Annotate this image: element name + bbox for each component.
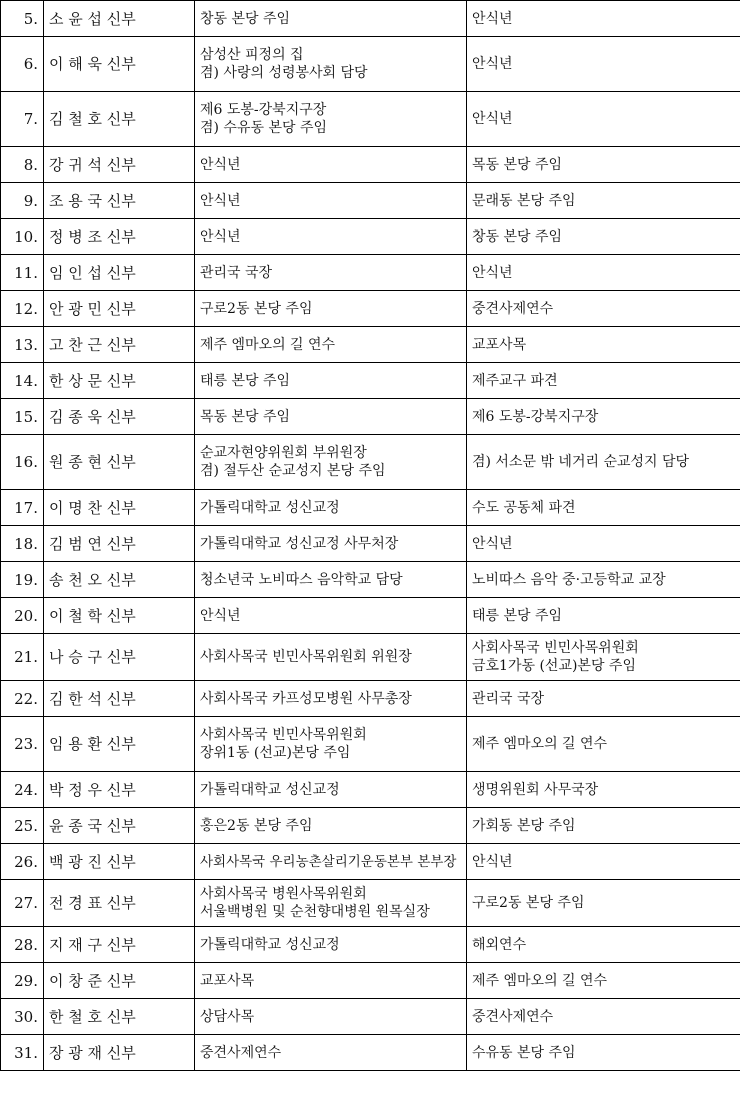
current-assignment <box>195 808 467 844</box>
current-assignment <box>195 772 467 808</box>
priest-name: 김 철 호 신부 <box>44 92 195 147</box>
new-assignment-line: 중견사제연수 <box>472 1008 554 1025</box>
new-assignment <box>467 844 740 880</box>
new-assignment <box>467 147 740 183</box>
current-assignment-line: 안식년 <box>200 192 241 209</box>
new-assignment-line: 목동 본당 주임 <box>472 156 563 173</box>
table-row <box>1 772 740 808</box>
table-row <box>1 183 740 219</box>
priest-name: 한 철 호 신부 <box>44 999 195 1035</box>
new-assignment <box>467 927 740 963</box>
new-assignment-line: 제6 도봉-강북지구장 <box>472 408 599 425</box>
priest-name: 나 승 구 신부 <box>44 634 195 681</box>
new-assignment <box>467 37 740 92</box>
current-assignment-line: 가톨릭대학교 성신교정 <box>200 781 340 798</box>
new-assignment-line: 생명위원회 사무국장 <box>472 781 599 798</box>
current-assignment <box>195 963 467 999</box>
priest-name: 박 정 우 신부 <box>44 772 195 808</box>
row-number: 26. <box>1 844 44 880</box>
current-assignment-line: 서울백병원 및 순천향대병원 원목실장 <box>200 904 430 920</box>
table-row <box>1 880 740 927</box>
current-assignment-line: 겸) 사랑의 성령봉사회 담당 <box>200 65 368 81</box>
current-assignment-line: 관리국 국장 <box>200 264 273 281</box>
current-assignment-line: 제주 엠마오의 길 연수 <box>200 336 336 353</box>
new-assignment-line: 해외연수 <box>472 936 527 953</box>
priest-name: 이 명 찬 신부 <box>44 490 195 526</box>
current-assignment <box>195 37 467 92</box>
current-assignment-line: 겸) 절두산 순교성지 본당 주임 <box>200 463 386 479</box>
current-assignment-line: 가톨릭대학교 성신교정 사무처장 <box>200 535 399 552</box>
priest-name: 장 광 재 신부 <box>44 1035 195 1071</box>
new-assignment-line: 중견사제연수 <box>472 300 554 317</box>
current-assignment <box>195 999 467 1035</box>
row-number: 15. <box>1 399 44 435</box>
table-row <box>1 717 740 772</box>
new-assignment <box>467 399 740 435</box>
current-assignment <box>195 183 467 219</box>
new-assignment-line: 사회사목국 빈민사목위원회 <box>472 640 639 656</box>
table-row <box>1 808 740 844</box>
current-assignment <box>195 526 467 562</box>
current-assignment <box>195 219 467 255</box>
priest-name: 강 귀 석 신부 <box>44 147 195 183</box>
new-assignment-line: 제주교구 파견 <box>472 372 558 389</box>
new-assignment-line: 안식년 <box>472 535 513 552</box>
current-assignment-line: 제6 도봉-강북지구장 <box>200 102 327 118</box>
priest-name: 이 해 욱 신부 <box>44 37 195 92</box>
priest-name: 김 범 연 신부 <box>44 526 195 562</box>
table-row <box>1 927 740 963</box>
current-assignment-line: 장위1동 (선교)본당 주임 <box>200 745 351 761</box>
new-assignment-line: 안식년 <box>472 264 513 281</box>
row-number: 20. <box>1 598 44 634</box>
new-assignment <box>467 291 740 327</box>
table-row <box>1 598 740 634</box>
priest-name: 조 용 국 신부 <box>44 183 195 219</box>
row-number: 30. <box>1 999 44 1035</box>
row-number: 10. <box>1 219 44 255</box>
table-row <box>1 219 740 255</box>
row-number: 11. <box>1 255 44 291</box>
table-row <box>1 399 740 435</box>
priest-name: 임 용 환 신부 <box>44 717 195 772</box>
current-assignment <box>195 92 467 147</box>
new-assignment-line: 창동 본당 주임 <box>472 228 563 245</box>
current-assignment <box>195 327 467 363</box>
current-assignment-line: 목동 본당 주임 <box>200 408 291 425</box>
row-number: 19. <box>1 562 44 598</box>
priest-name: 윤 종 국 신부 <box>44 808 195 844</box>
table-row <box>1 147 740 183</box>
current-assignment <box>195 562 467 598</box>
current-assignment-line: 구로2동 본당 주임 <box>200 300 313 317</box>
appointment-table-body <box>1 1 740 1071</box>
current-assignment-line: 가톨릭대학교 성신교정 <box>200 936 340 953</box>
row-number: 25. <box>1 808 44 844</box>
row-number: 17. <box>1 490 44 526</box>
table-row <box>1 1035 740 1071</box>
table-row <box>1 291 740 327</box>
current-assignment-line: 사회사목국 빈민사목위원회 <box>200 727 367 743</box>
new-assignment <box>467 1 740 37</box>
current-assignment <box>195 927 467 963</box>
priest-name: 지 재 구 신부 <box>44 927 195 963</box>
priest-name: 한 상 문 신부 <box>44 363 195 399</box>
current-assignment-line: 겸) 수유동 본당 주임 <box>200 120 328 136</box>
new-assignment <box>467 526 740 562</box>
row-number: 8. <box>1 147 44 183</box>
current-assignment-line: 삼성산 피정의 집 <box>200 47 304 63</box>
new-assignment-line: 안식년 <box>472 111 513 127</box>
table-row <box>1 92 740 147</box>
table-row <box>1 999 740 1035</box>
new-assignment <box>467 772 740 808</box>
new-assignment-line: 문래동 본당 주임 <box>472 192 576 209</box>
current-assignment-line: 청소년국 노비따스 음악학교 담당 <box>200 571 403 588</box>
current-assignment-line: 사회사목국 카프성모병원 사무총장 <box>200 690 412 707</box>
new-assignment <box>467 562 740 598</box>
row-number: 18. <box>1 526 44 562</box>
current-assignment-line: 상담사목 <box>200 1008 255 1025</box>
new-assignment-line: 가회동 본당 주임 <box>472 817 576 834</box>
row-number: 31. <box>1 1035 44 1071</box>
new-assignment <box>467 880 740 927</box>
table-row <box>1 526 740 562</box>
current-assignment-line: 교포사목 <box>200 972 255 989</box>
new-assignment <box>467 490 740 526</box>
table-row <box>1 634 740 681</box>
row-number: 23. <box>1 717 44 772</box>
row-number: 6. <box>1 37 44 92</box>
new-assignment-line: 노비따스 음악 중·고등학교 교장 <box>472 571 666 588</box>
table-row <box>1 37 740 92</box>
row-number: 5. <box>1 1 44 37</box>
new-assignment-line: 안식년 <box>472 853 513 870</box>
new-assignment <box>467 999 740 1035</box>
current-assignment <box>195 598 467 634</box>
row-number: 12. <box>1 291 44 327</box>
new-assignment-line: 제주 엠마오의 길 연수 <box>472 972 608 989</box>
row-number: 16. <box>1 435 44 490</box>
row-number: 22. <box>1 681 44 717</box>
priest-name: 이 창 준 신부 <box>44 963 195 999</box>
current-assignment <box>195 291 467 327</box>
priest-name: 임 인 섭 신부 <box>44 255 195 291</box>
current-assignment-line: 중견사제연수 <box>200 1044 282 1061</box>
current-assignment <box>195 435 467 490</box>
table-row <box>1 255 740 291</box>
row-number: 13. <box>1 327 44 363</box>
current-assignment <box>195 490 467 526</box>
new-assignment-line: 수유동 본당 주임 <box>472 1044 576 1061</box>
table-row <box>1 490 740 526</box>
new-assignment <box>467 327 740 363</box>
current-assignment-line: 안식년 <box>200 156 241 173</box>
new-assignment <box>467 681 740 717</box>
new-assignment <box>467 219 740 255</box>
priest-name: 원 종 현 신부 <box>44 435 195 490</box>
new-assignment <box>467 363 740 399</box>
priest-name: 정 병 조 신부 <box>44 219 195 255</box>
priest-name: 소 윤 섭 신부 <box>44 1 195 37</box>
row-number: 28. <box>1 927 44 963</box>
table-row <box>1 363 740 399</box>
current-assignment-line: 홍은2동 본당 주임 <box>200 817 313 834</box>
new-assignment-line: 금호1가동 (선교)본당 주임 <box>472 658 636 674</box>
current-assignment-line: 가톨릭대학교 성신교정 <box>200 499 340 516</box>
row-number: 29. <box>1 963 44 999</box>
row-number: 24. <box>1 772 44 808</box>
row-number: 27. <box>1 880 44 927</box>
new-assignment <box>467 435 740 490</box>
new-assignment <box>467 255 740 291</box>
current-assignment <box>195 880 467 927</box>
priest-name: 전 경 표 신부 <box>44 880 195 927</box>
current-assignment <box>195 363 467 399</box>
priest-name: 김 한 석 신부 <box>44 681 195 717</box>
current-assignment <box>195 717 467 772</box>
table-row <box>1 844 740 880</box>
row-number: 14. <box>1 363 44 399</box>
current-assignment <box>195 399 467 435</box>
current-assignment-line: 안식년 <box>200 607 241 624</box>
current-assignment-line: 사회사목국 병원사목위원회 <box>200 886 367 902</box>
new-assignment <box>467 598 740 634</box>
priest-name: 이 철 학 신부 <box>44 598 195 634</box>
current-assignment <box>195 681 467 717</box>
row-number: 7. <box>1 92 44 147</box>
new-assignment <box>467 808 740 844</box>
new-assignment-line: 구로2동 본당 주임 <box>472 895 585 911</box>
current-assignment-line: 순교자현양위원회 부위원장 <box>200 445 367 461</box>
current-assignment-line: 사회사목국 빈민사목위원회 위원장 <box>200 649 412 665</box>
priest-name: 안 광 민 신부 <box>44 291 195 327</box>
new-assignment <box>467 717 740 772</box>
current-assignment <box>195 844 467 880</box>
priest-name: 김 종 욱 신부 <box>44 399 195 435</box>
new-assignment <box>467 634 740 681</box>
new-assignment <box>467 963 740 999</box>
new-assignment-line: 제주 엠마오의 길 연수 <box>472 736 608 752</box>
new-assignment-line: 겸) 서소문 밖 네거리 순교성지 담당 <box>472 454 690 470</box>
priest-name: 송 천 오 신부 <box>44 562 195 598</box>
table-row <box>1 562 740 598</box>
row-number: 21. <box>1 634 44 681</box>
new-assignment-line: 관리국 국장 <box>472 690 545 707</box>
current-assignment <box>195 255 467 291</box>
new-assignment-line: 태릉 본당 주임 <box>472 607 563 624</box>
table-row <box>1 1 740 37</box>
new-assignment-line: 교포사목 <box>472 336 527 353</box>
priest-name: 백 광 진 신부 <box>44 844 195 880</box>
new-assignment <box>467 1035 740 1071</box>
table-row <box>1 327 740 363</box>
new-assignment-line: 안식년 <box>472 10 513 27</box>
current-assignment-line: 사회사목국 우리농촌살리기운동본부 본부장 <box>200 853 457 870</box>
current-assignment-line: 안식년 <box>200 228 241 245</box>
current-assignment <box>195 147 467 183</box>
current-assignment <box>195 634 467 681</box>
current-assignment-line: 태릉 본당 주임 <box>200 372 291 389</box>
priest-name: 고 찬 근 신부 <box>44 327 195 363</box>
new-assignment-line: 안식년 <box>472 56 513 72</box>
table-row <box>1 681 740 717</box>
row-number: 9. <box>1 183 44 219</box>
new-assignment <box>467 92 740 147</box>
new-assignment-line: 수도 공동체 파견 <box>472 499 576 516</box>
table-row <box>1 435 740 490</box>
current-assignment <box>195 1 467 37</box>
table-row <box>1 963 740 999</box>
current-assignment-line: 창동 본당 주임 <box>200 10 291 27</box>
current-assignment <box>195 1035 467 1071</box>
new-assignment <box>467 183 740 219</box>
